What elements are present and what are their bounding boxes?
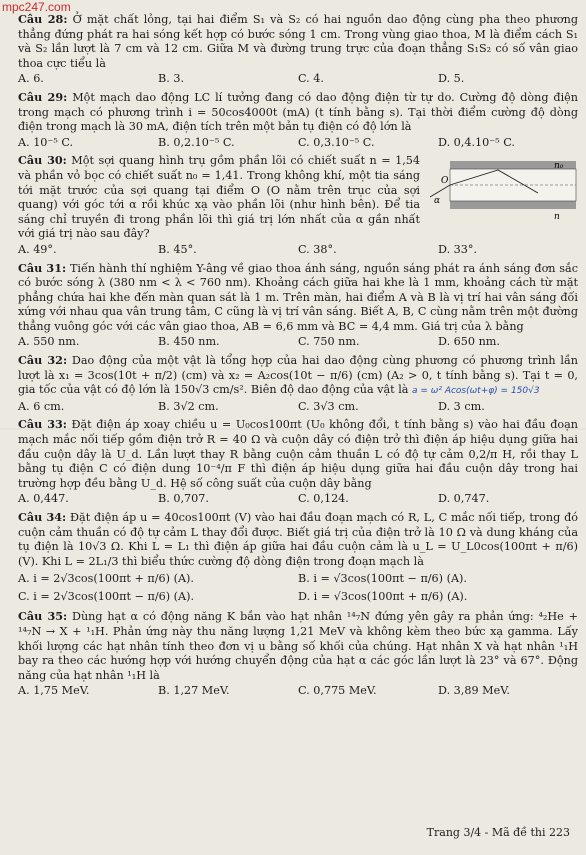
option-a[interactable]: A. i = 2√3cos(100πt + π/6) (A). <box>18 572 194 586</box>
label-o: O <box>441 176 449 187</box>
option-c[interactable]: C. 750 nm. <box>298 335 360 349</box>
handwritten-note: a = ω² Acos(ωt+φ) = 150√3 <box>412 386 540 397</box>
option-b[interactable]: B. 0,2.10⁻⁵ C. <box>158 135 235 149</box>
option-d[interactable]: D. 650 nm. <box>438 335 500 349</box>
question-28 <box>18 12 578 87</box>
option-b[interactable]: B. 0,707. <box>158 492 209 506</box>
option-a[interactable]: A. 1,75 MeV. <box>18 684 90 698</box>
label-n0: n₀ <box>554 161 564 172</box>
question-33 <box>18 417 578 507</box>
options <box>18 400 578 415</box>
option-c[interactable]: C. i = 2√3cos(100πt − π/6) (A). <box>18 590 195 604</box>
cladding-bottom <box>450 201 576 209</box>
option-d[interactable]: D. i = √3cos(100πt + π/6) (A). <box>298 590 468 604</box>
options <box>18 684 578 699</box>
question-32 <box>18 353 578 414</box>
options <box>18 570 578 606</box>
option-d[interactable]: D. 3,89 MeV. <box>438 684 510 698</box>
question-number: Câu 28: <box>18 12 68 26</box>
question-number: Câu 33: <box>18 417 67 432</box>
watermark: mpc247.com <box>2 0 71 14</box>
question-number: Câu 29: <box>18 89 68 104</box>
question-text: Dùng hạt α có động năng K bắn vào hạt nhân ¹⁴₇N đứng yên gây ra phản ứng: ⁴₂He + ¹⁴₇N → X + ¹₁H. Phản ứng này thu năng lượng 1,21 MeV và không kèm theo bức xạ gamma. Lấy khối lượng các hạt nhân tính theo đơn vị u bằng số khối của chúng. Hạt nhân X và hạt nhân ¹₁H bay ra theo các hướng hợp với hướng chuyển động của hạt α các góc lần lượt là 23° và 67°. Động năng của hạt nhân ¹₁H là <box>18 610 578 682</box>
question-number: Câu 31: <box>18 260 67 275</box>
question-text: Đặt điện áp u = 40cos100πt (V) vào hai đầu đoạn mạch có R, L, C mắc nối tiếp, trong đó cuộn cảm thuần có độ tự cảm L thay đổi được. Biết giá trị của điện trở là 10 Ω và dung kháng của tụ điện là 10√3 Ω. Khi L = L₁ thì điện áp giữa hai đầu cuộn cảm là u_L = U_L0cos(100πt + π/6) (V). Khi L = 2L₁/3 thì biểu thức cường độ dòng điện trong đoạn mạch là <box>18 511 579 568</box>
question-text: Một mạch dao động LC lí tưởng đang có dao động điện từ tự do. Cường độ dòng điện trong mạch có phương trình i = 50cos4000t (mA) (t tính bằng s). Tại thời điểm cường độ dòng điện trong mạch là 30 mA, điện tích trên một bản tụ điện có độ lớn là <box>18 90 578 134</box>
question-31 <box>18 261 578 351</box>
option-b[interactable]: B. 1,27 MeV. <box>158 684 230 698</box>
question-29 <box>18 90 578 150</box>
question-text: Ở mặt chất lỏng, tại hai điểm S₁ và S₂ có hai nguồn dao động cùng pha theo phương thẳng đứng phát ra hai sóng kết hợp có bước sóng 1 cm. Trong vùng giao thoa, M là điểm cách S₁ và S₂ lần lượt là 7 cm và 12 cm. Giữa M và đường trung trực của đoạn thẳng S₁S₂ có số vân giao thoa cực tiểu là <box>18 13 578 70</box>
optical-fiber-diagram <box>428 153 578 225</box>
option-a[interactable]: A. 49°. <box>18 242 57 256</box>
option-c[interactable]: C. 0,3.10⁻⁵ C. <box>298 135 375 149</box>
option-b[interactable]: B. 3√2 cm. <box>158 399 219 413</box>
option-d[interactable]: D. 0,4.10⁻⁵ C. <box>438 135 515 149</box>
options <box>18 492 578 507</box>
option-a[interactable]: A. 0,447. <box>18 492 69 506</box>
option-c[interactable]: C. 4. <box>298 72 324 86</box>
question-34 <box>18 510 578 606</box>
option-a[interactable]: A. 10⁻⁵ C. <box>18 135 74 149</box>
option-d[interactable]: D. 3 cm. <box>438 399 485 413</box>
label-alpha: α <box>434 196 441 207</box>
option-d[interactable]: D. 33°. <box>438 242 478 256</box>
question-35 <box>18 609 578 699</box>
options <box>18 335 578 350</box>
option-c[interactable]: C. 0,775 MeV. <box>298 684 377 698</box>
option-b[interactable]: B. 450 nm. <box>158 335 220 349</box>
page-footer: Trang 3/4 - Mã đề thi 223 <box>426 826 570 839</box>
option-c[interactable]: C. 38°. <box>298 242 337 256</box>
option-c[interactable]: C. 0,124. <box>298 492 349 506</box>
options <box>18 72 578 87</box>
label-n: n <box>554 212 560 223</box>
question-text: Tiến hành thí nghiệm Y-âng về giao thoa ánh sáng, nguồn sáng phát ra ánh sáng đơn sắc có bước sóng λ (380 nm < λ < 760 nm). Khoảng cách giữa hai khe là 1 mm, khoảng cách từ mặt phẳng chứa hai khe đến màn quan sát là 1 m. Trên màn, hai điểm A và B là vị trí hai vân sáng đối xứng với nhau qua vân trung tâm, C cũng là vị trí vân sáng. Biết A, B, C cùng nằm trên một đường thẳng vuông góc với các vân giao thoa, AB = 6,6 mm và BC = 4,4 mm. Giá trị của λ bằng <box>18 261 578 333</box>
question-number: Câu 32: <box>18 353 68 368</box>
option-b[interactable]: B. i = √3cos(100πt − π/6) (A). <box>298 572 467 586</box>
options <box>18 136 578 151</box>
question-text: Đặt điện áp xoay chiều u = U₀cos100πt (U₀ không đổi, t tính bằng s) vào hai đầu đoạn mạch mắc nối tiếp gồm điện trở R = 40 Ω và cuộn dây có điện trở thì điện áp hiệu dụng giữa hai đầu cuộn dây là U_d. Lần lượt thay R bằng cuộn cảm thuần L có độ tự cảm 0,2/π H, rồi thay L bằng tụ điện C có điện dung 10⁻⁴/π F thì điện áp hiệu dụng giữa hai đầu cuộn dây trong hai trường hợp đều bằng U_d. Hệ số công suất của cuộn dây bằng <box>18 418 578 490</box>
question-text: Một sợi quang hình trụ gồm phần lõi có chiết suất n = 1,54 và phần vỏ bọc có chiết suất n₀ = 1,41. Trong không khí, một tia sáng tới mặt trước của sợi quang tại điểm O (O nằm trên trục của sợi quang) với góc tới α rồi khúc xạ vào phần lõi (như hình bên). Để tia sáng chỉ truyền đi trong phần lõi thì giá trị lớn nhất của α gần nhất với giá trị nào sau đây? <box>18 154 420 241</box>
option-b[interactable]: B. 45°. <box>158 242 197 256</box>
options <box>18 243 578 258</box>
exam-page <box>18 12 578 702</box>
question-30 <box>18 153 578 257</box>
option-d[interactable]: D. 0,747. <box>438 492 490 506</box>
question-text: Dao động của một vật là tổng hợp của hai dao động cùng phương có phương trình lần lượt là x₁ = 3cos(10t + π/2) (cm) và x₂ = A₂cos(10t − π/6) (cm) (A₂ > 0, t tính bằng s). Tại t = 0, gia tốc của vật có độ lớn là 150√3 cm/s². Biên độ dao động của vật là <box>18 354 578 397</box>
option-a[interactable]: A. 550 nm. <box>18 335 80 349</box>
question-number: Câu 34: <box>18 510 67 524</box>
question-number: Câu 30: <box>18 153 67 168</box>
option-a[interactable]: A. 6. <box>18 72 44 86</box>
option-c[interactable]: C. 3√3 cm. <box>298 399 359 413</box>
option-d[interactable]: D. 5. <box>438 72 465 86</box>
question-number: Câu 35: <box>18 609 68 624</box>
option-b[interactable]: B. 3. <box>158 72 185 86</box>
option-a[interactable]: A. 6 cm. <box>18 399 65 413</box>
